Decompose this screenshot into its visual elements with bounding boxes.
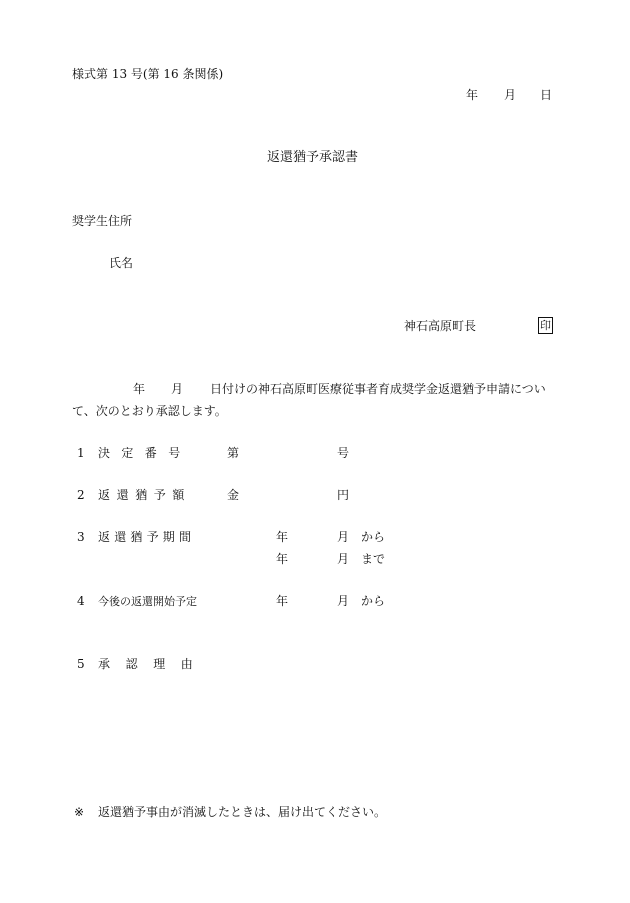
note-text: 返還猶予事由が消滅したときは、届け出てください。 — [98, 805, 387, 819]
name-label: 氏名 — [109, 256, 134, 270]
item-3-number: 3 — [77, 530, 85, 544]
item-5-label: 承認理由 — [98, 657, 209, 671]
item-3-to-month: 月 — [337, 552, 350, 566]
item-3-to-year: 年 — [276, 552, 289, 566]
intro-year: 年 — [133, 382, 146, 396]
item-5-number: 5 — [77, 657, 85, 671]
note-mark: ※ — [74, 805, 85, 819]
item-2-label: 返還猶予額 — [98, 488, 192, 502]
item-4-label: 今後の返還開始予定 — [98, 595, 197, 608]
intro-text: 日付けの神石高原町医療従事者育成奨学金返還猶予申請につい — [210, 382, 546, 396]
item-3-from-month: 月 — [337, 530, 350, 544]
item-4-month: 月 — [337, 594, 350, 608]
item-1-prefix: 第 — [227, 446, 240, 460]
document-title: 返還猶予承認書 — [267, 150, 359, 165]
item-3-label: 返還猶予期間 — [98, 530, 196, 544]
item-3-from-year: 年 — [276, 530, 289, 544]
item-3-from-suffix: から — [361, 530, 386, 544]
intro-text-continued: て、次のとおり承認します。 — [72, 404, 227, 418]
item-1-label: 決定番号 — [98, 446, 192, 460]
date-day: 日 — [540, 88, 553, 102]
item-1-number: 1 — [77, 446, 85, 460]
item-4-year: 年 — [276, 594, 289, 608]
item-4-suffix: から — [361, 594, 386, 608]
item-2-prefix: 金 — [227, 488, 240, 502]
item-2-suffix: 円 — [337, 488, 350, 502]
item-1-suffix: 号 — [337, 446, 350, 460]
seal-mark: 印 — [540, 319, 551, 332]
date-year: 年 — [466, 88, 479, 102]
item-4-number: 4 — [77, 594, 85, 608]
scholar-address-label: 奨学生住所 — [72, 214, 133, 228]
form-number: 様式第 13 号(第 16 条関係) — [72, 67, 224, 81]
intro-month: 月 — [171, 382, 184, 396]
item-2-number: 2 — [77, 488, 85, 502]
date-month: 月 — [504, 88, 517, 102]
item-3-to-suffix: まで — [361, 552, 386, 566]
issuer: 神石高原町長 — [404, 319, 477, 333]
